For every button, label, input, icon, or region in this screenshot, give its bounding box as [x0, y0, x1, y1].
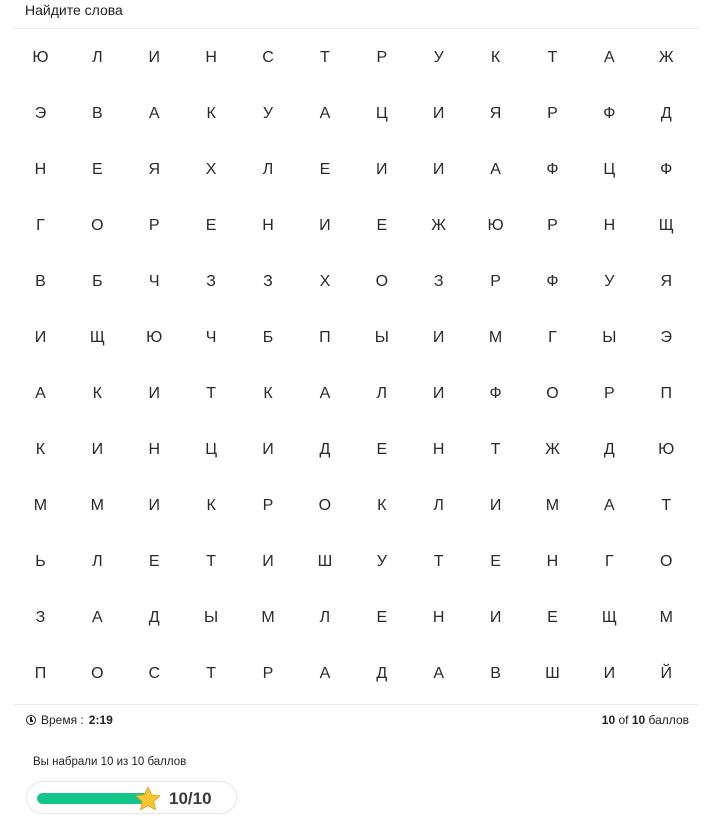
letter-cell[interactable]: К [92, 385, 102, 402]
letter-cell[interactable]: О [660, 553, 673, 570]
letter-cell[interactable]: М [659, 609, 673, 626]
letter-cell[interactable]: Т [547, 49, 558, 66]
letter-cell[interactable]: С [148, 665, 160, 682]
letter-cell[interactable]: П [660, 385, 672, 402]
letter-cell[interactable]: Щ [658, 217, 674, 234]
letter-cell[interactable]: Т [433, 553, 444, 570]
letter-cell[interactable]: И [376, 161, 388, 178]
letter-cell[interactable]: Л [92, 553, 103, 570]
footer-divider [14, 704, 698, 705]
letter-cell[interactable]: Д [148, 609, 160, 626]
progress-fill [37, 793, 149, 804]
letter-cell[interactable]: У [262, 105, 274, 122]
timer [26, 713, 113, 727]
letter-cell[interactable]: З [206, 273, 216, 290]
letter-cell[interactable]: Я [660, 273, 673, 290]
letter-cell[interactable]: Р [148, 217, 160, 234]
letter-cell[interactable]: Ф [489, 385, 502, 402]
letter-cell[interactable]: Ж [545, 441, 560, 458]
letter-cell[interactable]: И [34, 329, 47, 346]
star-icon [134, 785, 162, 813]
letter-cell[interactable]: П [319, 329, 331, 346]
letter-cell[interactable]: С [262, 49, 274, 66]
letter-cell[interactable]: Л [319, 609, 331, 626]
letter-cell[interactable]: О [91, 665, 104, 682]
letter-cell[interactable]: И [432, 385, 445, 402]
score-unit: баллов [648, 713, 689, 727]
letter-cell[interactable]: И [432, 329, 445, 346]
letter-cell[interactable]: М [545, 497, 560, 514]
letter-cell[interactable]: Б [262, 329, 274, 346]
letter-cell[interactable]: Р [547, 105, 558, 122]
letter-cell[interactable]: Ц [603, 161, 616, 178]
letter-cell[interactable]: Ю [487, 217, 504, 234]
letter-cell[interactable]: Щ [89, 329, 105, 346]
letter-cell[interactable]: А [319, 665, 331, 682]
letter-cell[interactable]: У [604, 273, 615, 290]
letter-cell[interactable]: И [148, 385, 160, 402]
letter-cell[interactable]: Ф [660, 161, 673, 178]
letter-cell[interactable]: О [375, 273, 389, 290]
letter-cell[interactable]: Э [660, 329, 672, 346]
letter-cell[interactable]: Ч [205, 329, 217, 346]
letter-cell[interactable]: Ф [546, 161, 559, 178]
letter-cell[interactable]: Т [206, 385, 216, 402]
letter-cell[interactable]: К [263, 385, 273, 402]
letter-cell[interactable]: Л [262, 161, 274, 178]
letter-cell[interactable]: Ж [658, 49, 674, 66]
letter-cell[interactable]: Ю [146, 329, 163, 346]
letter-cell[interactable]: Д [603, 441, 615, 458]
letter-cell[interactable]: Ь [35, 553, 46, 570]
letter-cell[interactable]: М [261, 609, 275, 626]
result-message: Вы набрали 10 из 10 баллов [33, 756, 187, 768]
letter-cell[interactable]: К [35, 441, 46, 458]
letter-cell[interactable]: Н [546, 553, 559, 570]
letter-cell[interactable]: Т [490, 441, 501, 458]
letter-cell[interactable]: Й [660, 665, 672, 682]
letter-cell[interactable]: З [35, 609, 46, 626]
letter-cell[interactable]: Т [320, 49, 330, 66]
letter-cell[interactable]: Э [34, 105, 47, 122]
letter-cell[interactable]: Х [319, 273, 331, 290]
letter-cell[interactable]: Н [34, 161, 47, 178]
letter-cell[interactable]: Ю [32, 49, 49, 66]
letter-cell[interactable]: Щ [601, 609, 617, 626]
letter-cell[interactable]: Ю [658, 441, 675, 458]
letter-cell[interactable]: Л [376, 385, 388, 402]
letter-cell[interactable]: У [376, 553, 387, 570]
letter-cell[interactable]: Р [262, 665, 274, 682]
timer-label: Время : [41, 713, 84, 727]
letter-cell[interactable]: К [490, 49, 501, 66]
letter-cell[interactable]: Я [489, 105, 502, 122]
letter-cell[interactable]: Г [548, 329, 557, 346]
letter-cell[interactable]: Р [376, 49, 388, 66]
letter-cell[interactable]: К [206, 497, 216, 514]
letter-cell[interactable]: У [433, 49, 444, 66]
letter-cell[interactable]: Т [661, 497, 672, 514]
letter-cell[interactable]: И [603, 665, 616, 682]
letter-cell[interactable]: В [35, 273, 46, 290]
letter-cell[interactable]: К [206, 105, 216, 122]
letter-cell[interactable]: М [90, 497, 104, 514]
letter-cell[interactable]: Ы [374, 329, 389, 346]
letter-cell[interactable]: А [148, 105, 160, 122]
letter-cell[interactable]: М [33, 497, 48, 514]
letter-cell[interactable]: Н [205, 49, 217, 66]
letter-cell[interactable]: И [148, 49, 160, 66]
letter-cell[interactable]: Р [547, 217, 558, 234]
letter-cell[interactable]: В [490, 665, 501, 682]
letter-cell[interactable]: А [490, 161, 501, 178]
letter-cell[interactable]: Р [490, 273, 501, 290]
letter-cell[interactable]: И [432, 161, 445, 178]
score-of: of [618, 713, 629, 727]
letter-cell[interactable]: Ч [148, 273, 160, 290]
letter-cell[interactable]: Д [319, 441, 331, 458]
letter-cell[interactable]: А [604, 49, 615, 66]
letter-cell[interactable]: Е [376, 609, 388, 626]
letter-cell[interactable]: И [432, 105, 445, 122]
letter-cell[interactable]: И [319, 217, 331, 234]
letter-cell[interactable]: А [92, 609, 103, 626]
letter-cell[interactable]: А [604, 497, 615, 514]
letter-cell[interactable]: Р [604, 385, 615, 402]
letter-cell[interactable]: Р [262, 497, 274, 514]
letter-cell[interactable]: Ц [375, 105, 388, 122]
letter-cell[interactable]: Ы [602, 329, 617, 346]
score-current: 10 [601, 713, 616, 727]
letter-cell[interactable]: Л [433, 497, 444, 514]
letter-cell[interactable]: Е [376, 441, 388, 458]
letter-cell[interactable]: И [262, 441, 274, 458]
letter-cell[interactable]: Ш [545, 665, 560, 682]
title-divider [14, 28, 698, 29]
letter-cell[interactable]: Н [432, 609, 445, 626]
letter-cell[interactable]: А [319, 105, 331, 122]
score-total: 10 [631, 713, 646, 727]
letter-cell[interactable]: И [489, 497, 502, 514]
letter-grid [12, 30, 695, 702]
letter-cell[interactable]: Е [319, 161, 331, 178]
letter-cell[interactable]: Е [92, 161, 103, 178]
letter-cell[interactable]: Я [148, 161, 160, 178]
letter-cell[interactable]: Т [206, 665, 216, 682]
letter-cell[interactable]: Ш [317, 553, 333, 570]
letter-cell[interactable]: Ц [205, 441, 218, 458]
score-summary [602, 713, 689, 727]
letter-cell[interactable]: Ы [204, 609, 219, 626]
progress-track [37, 793, 149, 804]
letter-cell[interactable]: Е [148, 553, 160, 570]
letter-cell[interactable]: К [377, 497, 387, 514]
letter-cell[interactable]: И [148, 497, 160, 514]
letter-cell[interactable]: Д [376, 665, 388, 682]
progress-label: 10/10 [169, 789, 212, 808]
letter-cell[interactable]: И [489, 609, 502, 626]
letter-cell[interactable]: Ф [603, 105, 616, 122]
letter-cell[interactable]: Н [432, 441, 445, 458]
letter-cell[interactable]: Н [262, 217, 274, 234]
letter-cell[interactable]: В [92, 105, 103, 122]
letter-cell[interactable]: О [546, 385, 559, 402]
letter-cell[interactable]: Е [376, 217, 388, 234]
letter-cell[interactable]: Д [660, 105, 672, 122]
letter-cell[interactable]: Н [603, 217, 616, 234]
letter-cell[interactable]: П [34, 665, 47, 682]
letter-cell[interactable]: Ж [431, 217, 447, 234]
letter-cell[interactable]: Ф [546, 273, 559, 290]
clock-icon [26, 715, 36, 725]
letter-cell[interactable]: Х [205, 161, 217, 178]
page-title: Найдите слова [25, 2, 123, 18]
letter-cell[interactable]: Е [490, 553, 501, 570]
letter-cell[interactable]: И [91, 441, 104, 458]
letter-cell[interactable]: Т [206, 553, 216, 570]
letter-cell[interactable]: А [433, 665, 445, 682]
letter-cell[interactable]: Л [92, 49, 103, 66]
letter-cell[interactable]: А [319, 385, 331, 402]
word-search-board [12, 30, 696, 703]
timer-value: 2:19 [88, 713, 113, 727]
letter-cell[interactable]: Г [605, 553, 614, 570]
letter-cell[interactable]: З [263, 273, 273, 290]
progress-card [26, 781, 237, 814]
letter-cell[interactable]: И [262, 553, 274, 570]
letter-cell[interactable]: Е [547, 609, 558, 626]
letter-cell[interactable]: З [433, 273, 444, 290]
letter-cell[interactable]: Е [205, 217, 217, 234]
letter-cell[interactable]: М [488, 329, 503, 346]
letter-cell[interactable]: Н [148, 441, 160, 458]
letter-cell[interactable]: О [91, 217, 104, 234]
letter-cell[interactable]: О [318, 497, 332, 514]
letter-cell[interactable]: А [35, 385, 46, 402]
letter-cell[interactable]: Б [92, 273, 103, 290]
letter-cell[interactable]: Г [36, 217, 45, 234]
